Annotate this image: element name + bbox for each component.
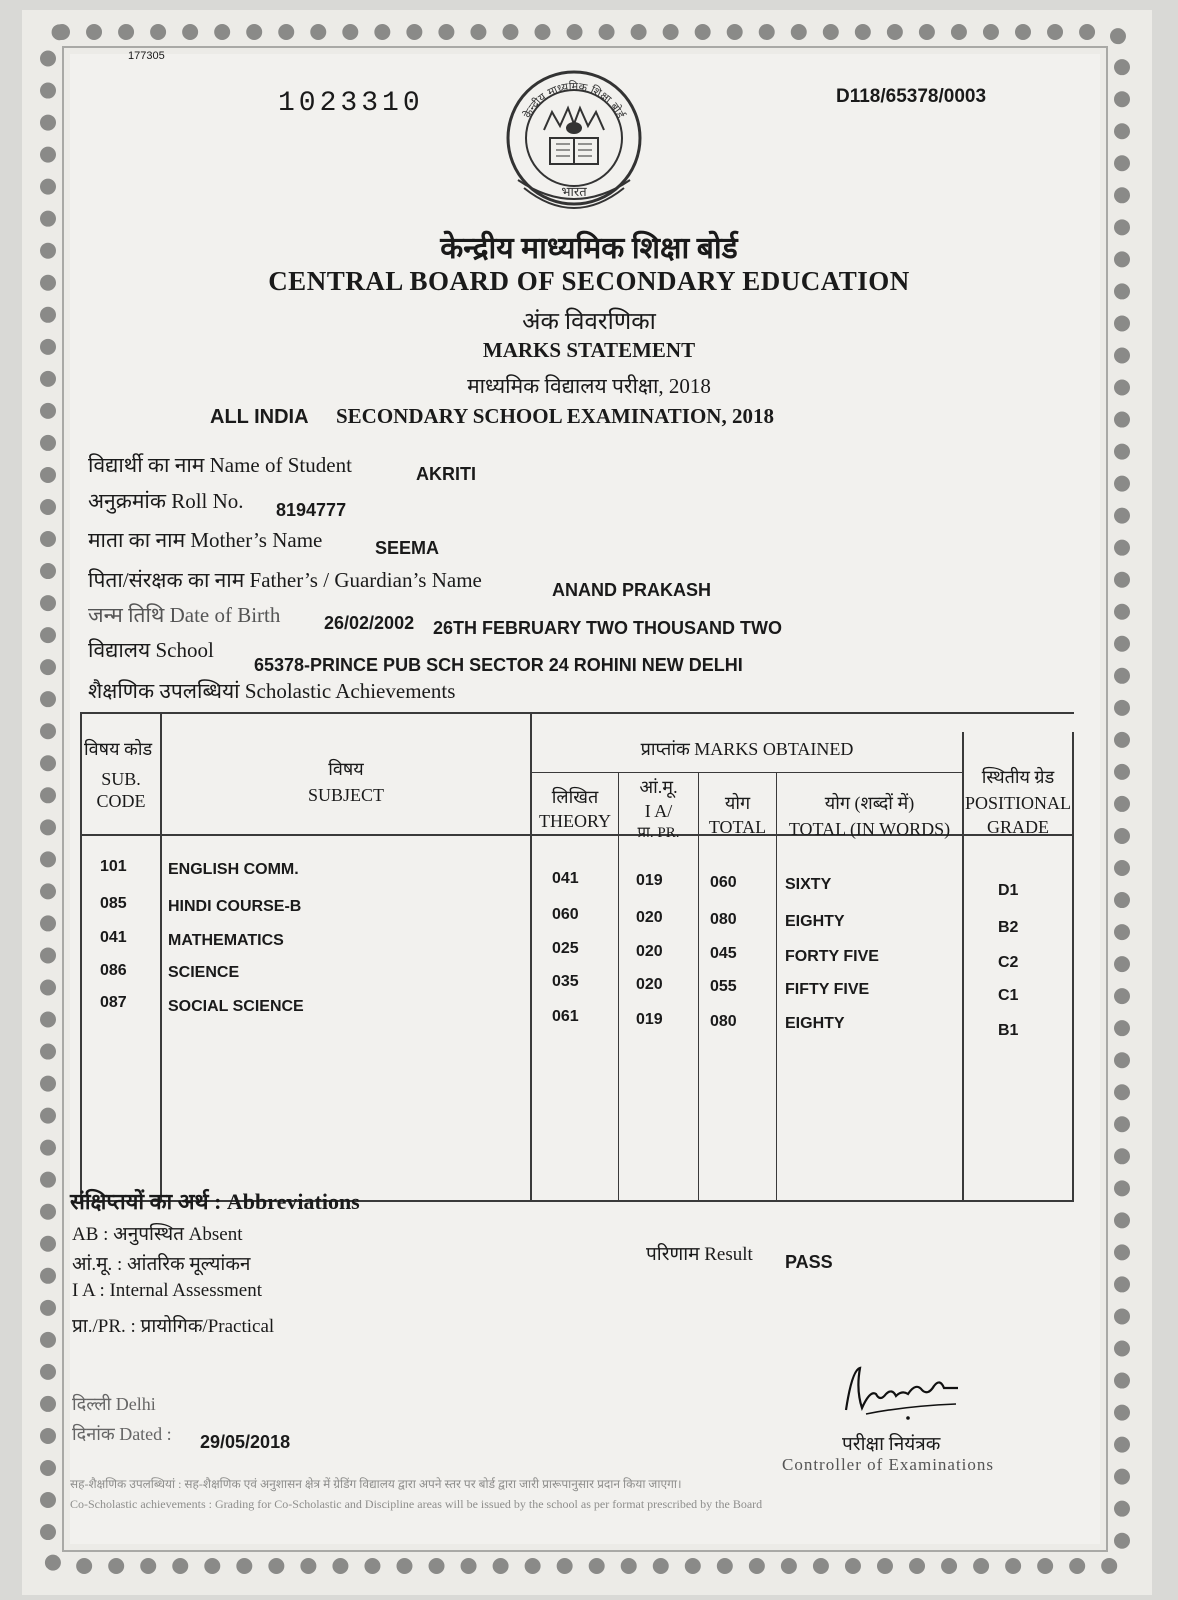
region-label: ALL INDIA [210, 406, 309, 428]
date-label: दिनांक Dated : [72, 1424, 172, 1444]
row-grade: B2 [998, 919, 1019, 936]
row-subject: MATHEMATICS [168, 932, 284, 949]
row-grade: C1 [998, 987, 1019, 1004]
abbreviation-item: I A : Internal Assessment [72, 1280, 262, 1301]
controller-signature-icon [836, 1360, 966, 1424]
abbreviation-item: AB : अनुपस्थित Absent [72, 1224, 243, 1245]
col-total-hindi: योग [724, 793, 751, 813]
co-scholastic-note-hindi: सह-शैक्षणिक उपलब्धियां : सह-शैक्षणिक एवं अनुशासन क्षेत्र में ग्रेडिंग विद्यालय द्वारा अपने स्तर पर बोर्ड द्वारा जारी प्रारूपानुसार प्रदान किया जाएगा। [70, 1477, 682, 1491]
col-subject-hindi: विषय [328, 759, 364, 779]
document-reference: D118/65378/0003 [836, 86, 987, 107]
student-name-label: विद्यार्थी का नाम Name of Student [88, 453, 352, 477]
exam-title-hindi: माध्यमिक विद्यालय परीक्षा, 2018 [467, 374, 711, 398]
row-subject: SCIENCE [168, 964, 240, 981]
col-words-english: TOTAL (IN WORDS) [788, 819, 951, 839]
school-label: विद्यालय School [88, 638, 214, 662]
title-hindi: केन्द्रीय माध्यमिक शिक्षा बोर्ड [440, 232, 738, 265]
subtitle-hindi: अंक विवरणिका [522, 309, 656, 335]
row-words: SIXTY [785, 876, 832, 893]
col-words-hindi: योग (शब्दों में) [824, 793, 915, 813]
col-ia-english: I A/ [644, 801, 673, 821]
row-code: 085 [100, 895, 127, 912]
row-total: 060 [710, 874, 737, 891]
controller-title-hindi: परीक्षा नियंत्रक [842, 1434, 941, 1455]
col-subject-english: SUBJECT [307, 785, 385, 805]
row-grade: D1 [998, 882, 1019, 899]
result-label: परिणाम Result [646, 1244, 753, 1265]
row-theory: 041 [552, 870, 579, 887]
row-code: 087 [100, 994, 127, 1011]
col-code-hindi: विषय कोड [84, 739, 153, 759]
row-subject: SOCIAL SCIENCE [168, 998, 304, 1015]
roll-number: 8194777 [276, 500, 347, 520]
marks-table [80, 712, 1074, 1202]
col-theory-hindi: लिखित [551, 787, 599, 807]
row-total: 045 [710, 945, 737, 962]
col-grade-en1: POSITIONAL [965, 793, 1071, 813]
marks-obtained-header: प्राप्तांक MARKS OBTAINED [640, 739, 854, 759]
scholastic-label: शैक्षणिक उपलब्धियां Scholastic Achievements [88, 679, 456, 703]
row-ia: 020 [636, 976, 663, 993]
controller-title-english: Controller of Examinations [782, 1455, 995, 1474]
school-name: 65378-PRINCE PUB SCH SECTOR 24 ROHINI NEW DELHI [254, 655, 743, 675]
certificate-small-number: 177305 [128, 50, 165, 62]
col-theory-english: THEORY [539, 811, 611, 831]
col-practical: प्रा. PR. [637, 825, 680, 841]
exam-title-english: SECONDARY SCHOOL EXAMINATION, 2018 [336, 404, 774, 428]
row-theory: 061 [552, 1008, 579, 1025]
row-theory: 035 [552, 973, 579, 990]
subtitle-english: MARKS STATEMENT [482, 338, 696, 362]
abbreviation-item: आं.मू. : आंतरिक मूल्यांकन [72, 1254, 251, 1275]
father-name: ANAND PRAKASH [552, 580, 712, 600]
row-theory: 060 [552, 906, 579, 923]
co-scholastic-note-english: Co-Scholastic achievements : Grading for Co-Scholastic and Discipline areas will be issued by the school as per format prescribed by the Board [70, 1497, 763, 1511]
row-ia: 020 [636, 943, 663, 960]
row-total: 080 [710, 1013, 737, 1030]
co-scholastic-note [70, 1474, 1070, 1514]
row-theory: 025 [552, 940, 579, 957]
issue-date: 29/05/2018 [200, 1432, 291, 1452]
col-total-english: TOTAL [708, 817, 767, 837]
col-ia-hindi: आं.मू. [639, 777, 678, 797]
place: दिल्ली Delhi [72, 1394, 156, 1414]
row-grade: B1 [998, 1022, 1019, 1039]
row-words: EIGHTY [785, 1015, 845, 1032]
row-subject: ENGLISH COMM. [168, 861, 299, 878]
student-name: AKRITI [416, 464, 476, 484]
roll-number-label: अनुक्रमांक Roll No. [88, 489, 244, 513]
svg-text:केन्द्रीय माध्यमिक शिक्षा बोर् [521, 80, 628, 121]
row-total: 055 [710, 978, 737, 995]
col-grade-hindi: स्थितीय ग्रेड [981, 767, 1055, 787]
col-code-en1: SUB. [101, 769, 141, 789]
father-name-label: पिता/संरक्षक का नाम Father’s / Guardian’s Name [88, 568, 482, 592]
col-grade-en2: GRADE [987, 817, 1049, 837]
row-words: FIFTY FIVE [785, 981, 870, 998]
row-code: 086 [100, 962, 127, 979]
abbreviations-heading: संक्षिप्तयों का अर्थ : Abbreviations [70, 1189, 360, 1214]
row-ia: 020 [636, 909, 663, 926]
result-value: PASS [785, 1252, 833, 1272]
row-subject: HINDI COURSE-B [168, 898, 302, 915]
title-english: CENTRAL BOARD OF SECONDARY EDUCATION [268, 266, 910, 296]
row-words: FORTY FIVE [785, 948, 879, 965]
row-ia: 019 [636, 872, 663, 889]
dob-in-words: 26TH FEBRUARY TWO THOUSAND TWO [433, 618, 782, 638]
emblem-top-text: केन्द्रीय माध्यमिक शिक्षा बोर्ड [520, 79, 628, 121]
mother-name-label: माता का नाम Mother’s Name [88, 528, 323, 552]
serial-number: 1023310 [278, 88, 424, 119]
cbse-emblem-icon [504, 68, 644, 216]
row-words: EIGHTY [785, 913, 845, 930]
dob: 26/02/2002 [324, 613, 415, 633]
abbreviation-item: प्रा./PR. : प्रायोगिक/Practical [72, 1316, 275, 1337]
row-code: 101 [100, 858, 127, 875]
row-code: 041 [100, 929, 127, 946]
col-code-en2: CODE [96, 791, 146, 811]
row-total: 080 [710, 911, 737, 928]
row-grade: C2 [998, 954, 1019, 971]
emblem-bottom-text: भारत [561, 185, 587, 200]
dob-label: जन्म तिथि Date of Birth [88, 603, 281, 627]
row-ia: 019 [636, 1011, 663, 1028]
mother-name: SEEMA [375, 538, 440, 558]
